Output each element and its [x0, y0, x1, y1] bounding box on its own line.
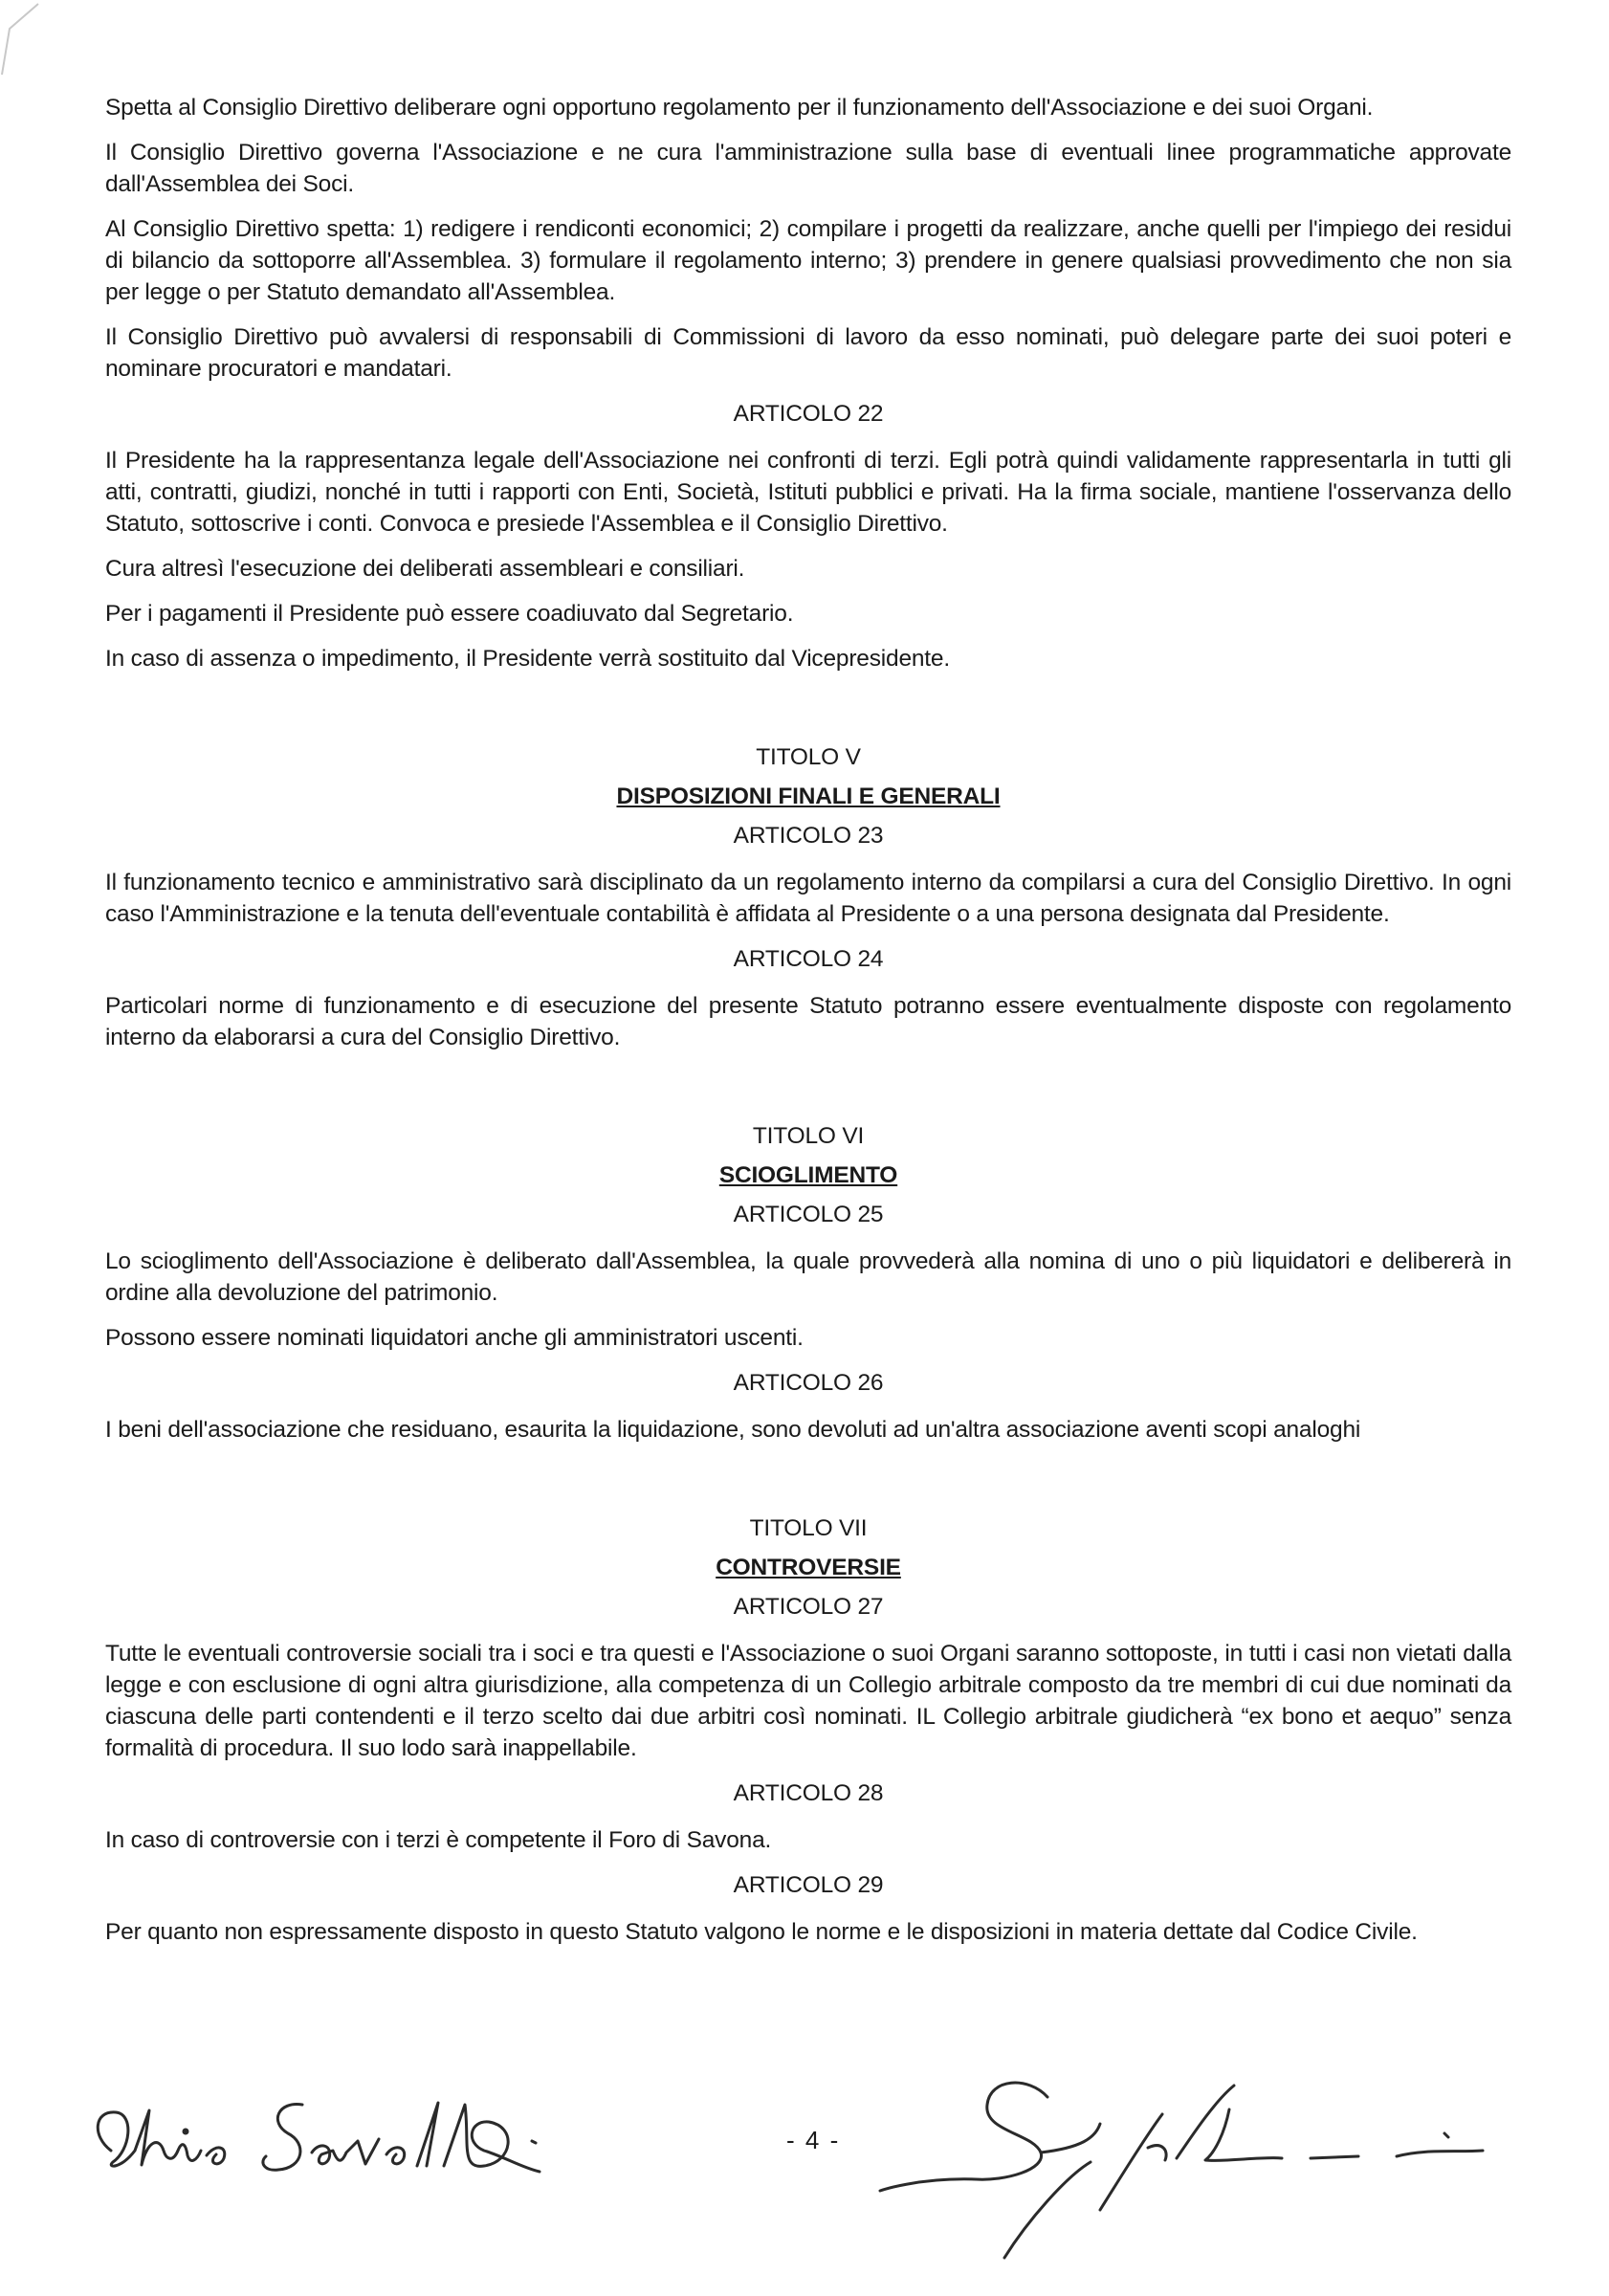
signature-left: [82, 2084, 580, 2189]
titolo-5-label: TITOLO V: [756, 744, 861, 770]
article-29-text: Per quanto non espressamente disposto in questo Statuto valgono le norme e le disposizioni in materia dettate dal Codice Civile.: [105, 1919, 1418, 1945]
page-number: - 4 -: [786, 2126, 841, 2154]
article-24-heading: ARTICOLO 24: [733, 946, 884, 972]
article-26-text: I beni dell'associazione che residuano, esaurita la liquidazione, sono devoluti ad un'altra associazione aventi scopi analoghi: [105, 1417, 1361, 1443]
article-28-heading: ARTICOLO 28: [733, 1780, 884, 1806]
article-22-paragraph-2: Cura altresì l'esecuzione dei deliberati assembleari e consiliari.: [105, 556, 745, 582]
titolo-7-label: TITOLO VII: [749, 1515, 868, 1541]
article-23-text: Il funzionamento tecnico e amministrativo sarà disciplinato da un regolamento interno da compilarsi a cura del Consiglio Direttivo. In ogni caso l'Amministrazione e la tenuta dell'eventuale contabilità è affidata al Presidente o a una persona designata dal Presidente.: [105, 870, 1511, 927]
titolo-7-heading: CONTROVERSIE: [716, 1555, 901, 1580]
article-28-text: In caso di controversie con i terzi è competente il Foro di Savona.: [105, 1827, 772, 1853]
article-22-paragraph-1: Il Presidente ha la rappresentanza legale dell'Associazione nei confronti di terzi. Egli potrà quindi validamente rappresentarla in tutti gli atti, contratti, giudizi, nonché in tutti i rapporti con Enti, Società, Istituti pubblici e privati. Ha la firma sociale, mantiene l'osservanza dello Statuto, sottoscrive i conti. Convoca e presiede l'Assemblea e il Consiglio Direttivo.: [105, 448, 1511, 537]
titolo-6-heading: SCIOGLIMENTO: [718, 1162, 898, 1188]
article-25-heading: ARTICOLO 25: [733, 1202, 884, 1227]
intro-paragraph-1: Spetta al Consiglio Direttivo deliberare ogni opportuno regolamento per il funzionamento dell'Associazione e dei suoi Organi.: [105, 95, 1374, 121]
intro-paragraph-4: Il Consiglio Direttivo può avvalersi di responsabili di Commissioni di lavoro da esso nominati, può delegare parte dei suoi poteri e nominare procuratori e mandatari.: [105, 324, 1511, 382]
intro-paragraph-3: Al Consiglio Direttivo spetta: 1) redigere i rendiconti economici; 2) compilare i progetti da realizzare, anche quelli per l'impiego dei residui di bilancio da sottoporre all'Assemblea. 3) formulare il regolamento interno; 3) prendere in genere qualsiasi provvedimento che non sia per legge o per Statuto demandato all'Assemblea.: [105, 216, 1511, 305]
scan-corner-mark: [0, 0, 57, 77]
article-29-heading: ARTICOLO 29: [733, 1872, 884, 1898]
article-22-paragraph-3: Per i pagamenti il Presidente può essere coadiuvato dal Segretario.: [105, 601, 794, 627]
article-23-heading: ARTICOLO 23: [733, 823, 884, 849]
article-22-paragraph-4: In caso di assenza o impedimento, il Presidente verrà sostituito dal Vicepresidente.: [105, 646, 950, 672]
intro-paragraph-2: Il Consiglio Direttivo governa l'Associazione e ne cura l'amministrazione sulla base di eventuali linee programmatiche approvate dall'Assemblea dei Soci.: [105, 140, 1511, 197]
document-page: [105, 92, 1511, 1961]
article-25-paragraph-2: Possono essere nominati liquidatori anche gli amministratori uscenti.: [105, 1325, 804, 1351]
titolo-6-label: TITOLO VI: [752, 1123, 865, 1149]
signature-right: [861, 2057, 1511, 2267]
article-24-text: Particolari norme di funzionamento e di esecuzione del presente Statuto potranno essere eventualmente disposte con regolamento interno da elaborarsi a cura del Consiglio Direttivo.: [105, 993, 1511, 1050]
titolo-5-heading: DISPOSIZIONI FINALI E GENERALI: [616, 784, 1001, 809]
article-27-heading: ARTICOLO 27: [733, 1594, 884, 1620]
article-26-heading: ARTICOLO 26: [733, 1370, 884, 1396]
article-25-paragraph-1: Lo scioglimento dell'Associazione è deliberato dall'Assemblea, la quale provvederà alla nomina di uno o più liquidatori e delibererà in ordine alla devoluzione del patrimonio.: [105, 1248, 1511, 1306]
article-22-heading: ARTICOLO 22: [733, 401, 884, 427]
article-27-text: Tutte le eventuali controversie sociali tra i soci e tra questi e l'Associazione o suoi Organi saranno sottoposte, in tutti i casi non vietati dalla legge e con esclusione di ogni altra giurisdizione, alla competenza di un Collegio arbitrale composto da tre membri di cui due nominati da ciascuna delle parti contendenti e il terzo scelto dai due arbitri così nominati. IL Collegio arbitrale giudicherà “ex bono et aequo” senza formalità di procedura. Il suo lodo sarà inappellabile.: [105, 1641, 1511, 1761]
